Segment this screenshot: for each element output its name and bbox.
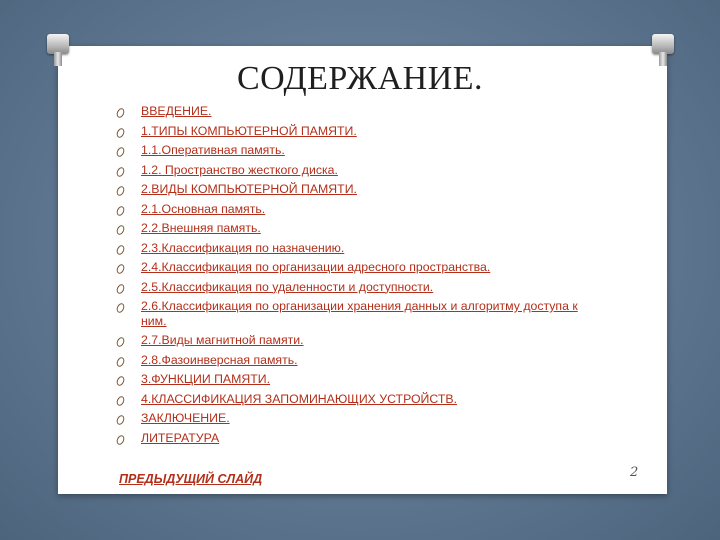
list-item [117, 331, 587, 351]
toc-link[interactable]: 2.6.Классификация по организации хранения данных и алгоритму доступа к ним. [141, 299, 578, 328]
list-item [117, 239, 587, 259]
oval-bullet-icon [115, 394, 126, 406]
oval-bullet-icon [115, 243, 126, 255]
page-number: 2 [630, 465, 639, 480]
list-item [117, 200, 587, 220]
toc-link[interactable]: 1.1.Оперативная память. [141, 143, 285, 157]
list-item [117, 122, 587, 142]
list-item [117, 370, 587, 390]
toc-link[interactable]: 2.1.Основная память. [141, 201, 266, 216]
list-item [117, 219, 587, 239]
oval-bullet-icon [115, 107, 126, 119]
list-item [117, 258, 587, 278]
list-item [117, 429, 587, 449]
oval-bullet-icon [115, 433, 126, 445]
toc-link[interactable]: 1.2. Пространство жесткого диска. [141, 162, 338, 177]
list-item [117, 180, 587, 200]
toc-link[interactable]: 4.КЛАССИФИКАЦИЯ ЗАПОМИНАЮЩИХ УСТРОЙСТВ. [141, 391, 458, 406]
list-item [117, 390, 587, 410]
oval-bullet-icon [115, 375, 126, 387]
list-item [117, 297, 587, 331]
oval-bullet-icon [115, 224, 126, 236]
oval-bullet-icon [115, 185, 126, 197]
slide-title: СОДЕРЖАНИЕ. [236, 60, 484, 97]
toc-link[interactable]: 2.ВИДЫ КОМПЬЮТЕРНОЙ ПАМЯТИ. [141, 182, 357, 196]
list-item [117, 409, 587, 429]
oval-bullet-icon [115, 302, 126, 314]
oval-bullet-icon [115, 263, 126, 275]
toc-link[interactable]: ВВЕДЕНИЕ. [141, 104, 212, 118]
toc-link[interactable]: 2.8.Фазоинверсная память. [141, 352, 298, 367]
oval-bullet-icon [115, 336, 126, 348]
toc-link[interactable]: 2.4.Классификация по организации адресного пространства. [141, 260, 491, 274]
oval-bullet-icon [115, 414, 126, 426]
toc-link[interactable]: 3.ФУНКЦИИ ПАМЯТИ. [141, 372, 271, 386]
contents-list [117, 102, 587, 448]
list-item [117, 141, 587, 161]
list-item [117, 102, 587, 122]
toc-link[interactable]: ЛИТЕРАТУРА [141, 430, 220, 445]
oval-bullet-icon [115, 355, 126, 367]
oval-bullet-icon [115, 204, 126, 216]
list-item [117, 278, 587, 298]
toc-link[interactable]: 1.ТИПЫ КОМПЬЮТЕРНОЙ ПАМЯТИ. [141, 123, 357, 138]
toc-link[interactable]: ЗАКЛЮЧЕНИЕ. [141, 411, 230, 425]
toc-link[interactable]: 2.5.Классификация по удаленности и доступности. [141, 279, 434, 294]
toc-link[interactable]: 2.3.Классификация по назначению. [141, 240, 345, 255]
previous-slide-link[interactable]: ПРЕДЫДУЩИЙ СЛАЙД [119, 472, 263, 486]
list-item [117, 351, 587, 371]
oval-bullet-icon [115, 146, 126, 158]
toc-link[interactable]: 2.2.Внешняя память. [141, 221, 261, 235]
toc-link[interactable]: 2.7.Виды магнитной памяти. [141, 333, 304, 347]
oval-bullet-icon [115, 165, 126, 177]
list-item [117, 161, 587, 181]
oval-bullet-icon [115, 126, 126, 138]
oval-bullet-icon [115, 282, 126, 294]
